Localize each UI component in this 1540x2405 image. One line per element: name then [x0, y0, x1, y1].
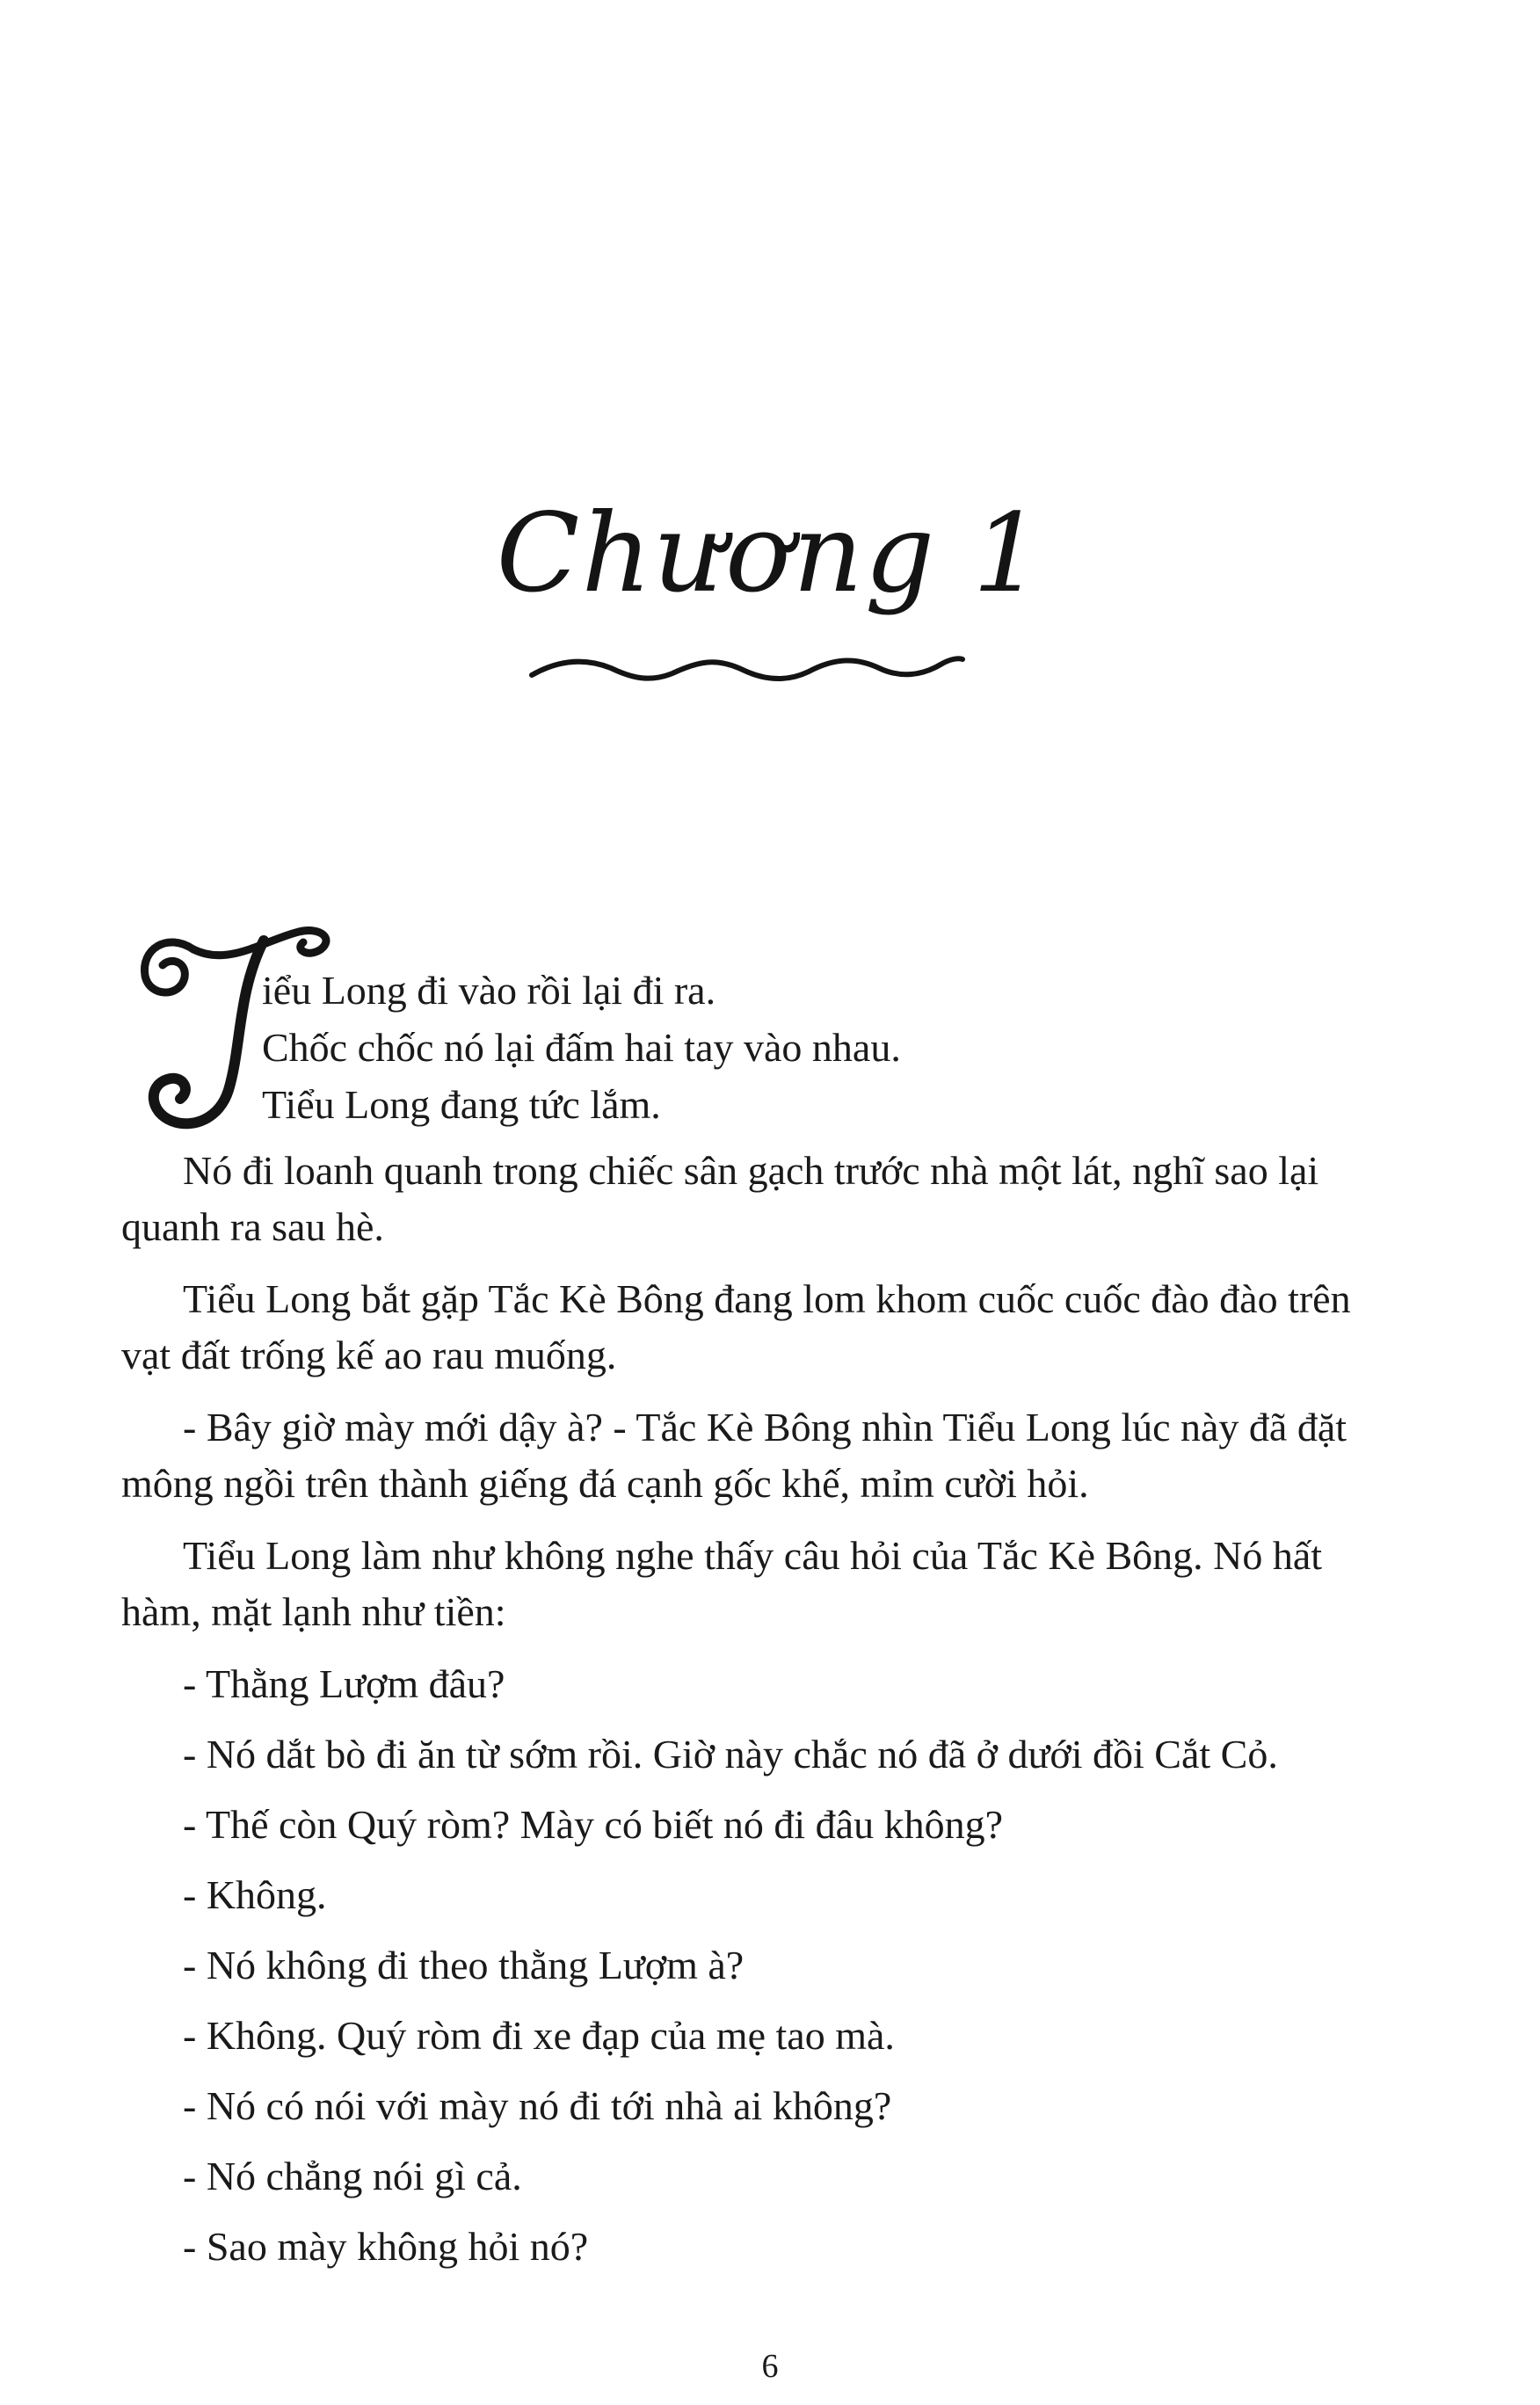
dialogue-line-4: - Không.	[183, 1872, 327, 1917]
dialogue-line-3: - Thế còn Quý ròm? Mày có biết nó đi đâu không?	[183, 1802, 1003, 1847]
dialogue-line-8: - Nó chẳng nói gì cả.	[183, 2154, 522, 2198]
paragraph-4: Tiểu Long làm như không nghe thấy câu hỏi của Tắc Kè Bông. Nó hất hàm, mặt lạnh như tiền:	[121, 1533, 1323, 1634]
title-swash-ornament	[527, 640, 967, 693]
chapter-title: Chương 1	[496, 490, 1044, 617]
dialogue-line-9: - Sao mày không hỏi nó?	[183, 2224, 589, 2269]
paragraph-3: - Bây giờ mày mới dậy à? - Tắc Kè Bông nhìn Tiểu Long lúc này đã đặt mông ngồi trên thành giếng đá cạnh gốc khế, mỉm cười hỏi.	[121, 1405, 1348, 1506]
dialogue-line-1: - Thằng Lượm đâu?	[183, 1661, 505, 1706]
dialogue-line-6: - Không. Quý ròm đi xe đạp của mẹ tao mà.	[183, 2013, 895, 2058]
opening-line-1: iểu Long đi vào rồi lại đi ra.	[262, 968, 716, 1013]
opening-line-2: Chốc chốc nó lại đấm hai tay vào nhau.	[262, 1025, 901, 1070]
paragraph-1: Nó đi loanh quanh trong chiếc sân gạch trước nhà một lát, nghĩ sao lại quanh ra sau hè.	[121, 1148, 1319, 1249]
dialogue-line-2: - Nó dắt bò đi ăn từ sớm rồi. Giờ này chắc nó đã ở dưới đồi Cắt Cỏ.	[183, 1732, 1278, 1777]
opening-line-3: Tiểu Long đang tức lắm.	[262, 1082, 661, 1127]
dialogue-line-7: - Nó có nói với mày nó đi tới nhà ai không?	[183, 2083, 892, 2128]
page-number: 6	[761, 2348, 779, 2385]
dialogue-line-5: - Nó không đi theo thằng Lượm à?	[183, 1943, 745, 1987]
paragraph-2: Tiểu Long bắt gặp Tắc Kè Bông đang lom khom cuốc cuốc đào đào trên vạt đất trống kế ao rau muống.	[121, 1276, 1351, 1377]
